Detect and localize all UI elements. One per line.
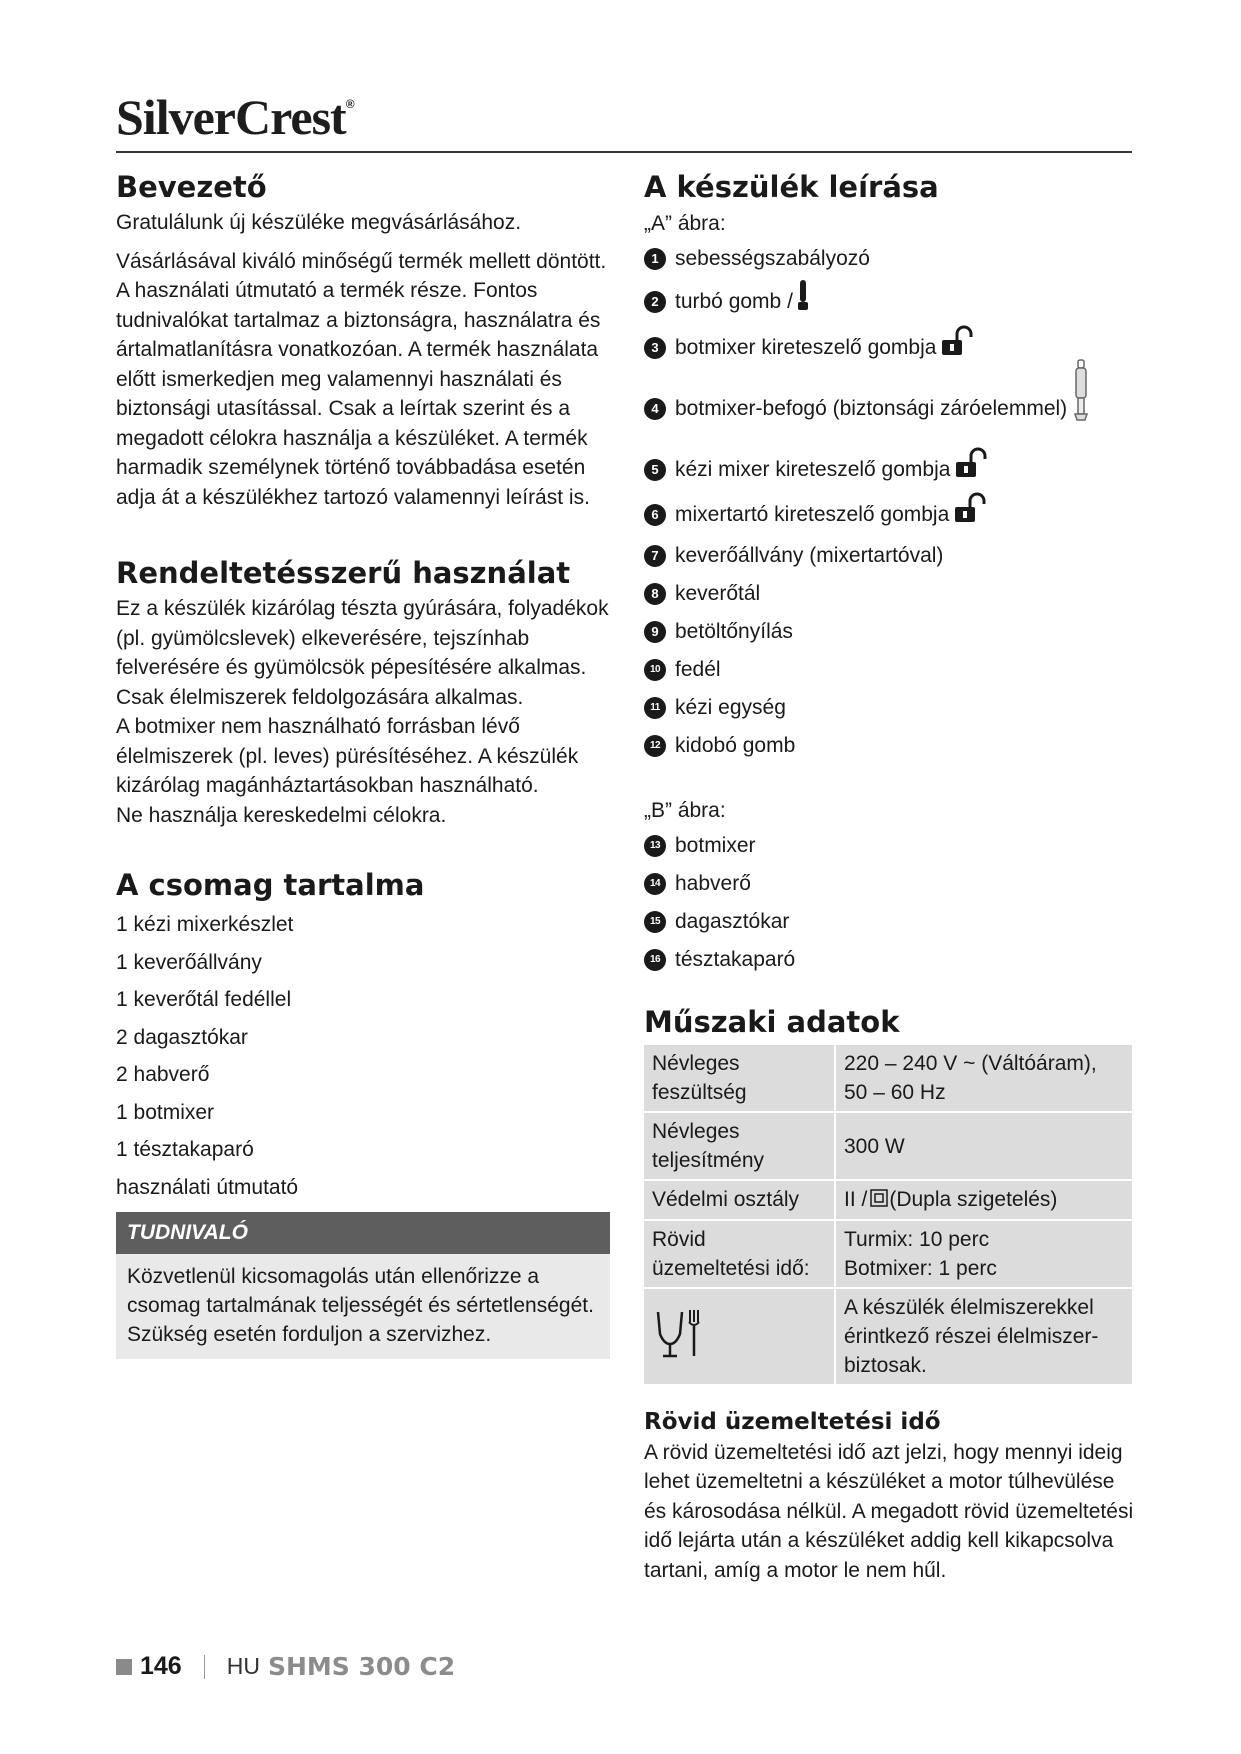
hand-blender-icon: [1071, 370, 1091, 447]
number-badge: 16: [644, 949, 666, 971]
item-label: mixertartó kireteszelő gombja: [675, 502, 950, 526]
item-label: kézi egység: [675, 696, 786, 719]
item-label: botmixer-befogó (biztonsági záróelemmel): [675, 396, 1068, 420]
notice-heading: TUDNIVALÓ: [116, 1212, 610, 1254]
list-item: [644, 575, 1134, 613]
item-label: kidobó gomb: [675, 734, 796, 757]
spec-value: A készülék élelmiszerekkel érintkező részei élelmiszer-biztosak.: [836, 1289, 1132, 1384]
language-code: HU: [226, 1653, 260, 1679]
square-icon: [116, 1659, 132, 1675]
list-item: [644, 651, 1134, 689]
unlock-icon: [954, 447, 988, 492]
item-label: botmixer: [675, 834, 756, 857]
number-badge: 6: [644, 504, 666, 526]
item-label: habverő: [675, 872, 751, 895]
description-title: A készülék leírása: [644, 170, 939, 204]
table-row: [644, 1289, 1132, 1384]
page-footer: [116, 1652, 455, 1681]
protection-class: II /: [844, 1188, 868, 1211]
list-item: [644, 903, 1134, 941]
footer-divider: [204, 1655, 205, 1679]
list-item: [644, 278, 1134, 325]
spec-key: Névleges teljesítmény: [644, 1113, 834, 1179]
spec-value: [836, 1181, 1132, 1219]
item-label: sebességszabályozó: [675, 247, 870, 270]
item-label: kézi mixer kireteszelő gombja: [675, 457, 951, 481]
number-badge: 12: [644, 735, 666, 757]
intro-paragraph-1: Gratulálunk új készüléke megvásárlásához.: [116, 211, 522, 234]
list-item: [644, 941, 1134, 979]
number-badge: 11: [644, 697, 666, 719]
list-item: 1 keverőállvány: [116, 950, 262, 974]
list-item: [644, 727, 1134, 765]
usage-paragraph-3: Ne használja kereskedelmi célokra.: [116, 803, 447, 827]
number-badge: 9: [644, 621, 666, 643]
list-item: [644, 865, 1134, 903]
list-item: 1 kézi mixerkészlet: [116, 913, 294, 936]
spec-key: Védelmi osztály: [644, 1181, 834, 1219]
item-label: fedél: [675, 658, 721, 681]
list-item: 1 keverőtál fedéllel: [116, 988, 292, 1011]
item-label: turbó gomb /: [675, 289, 793, 313]
number-badge: 5: [644, 459, 666, 481]
table-row: [644, 1181, 1132, 1219]
spec-key: Névleges feszültség: [644, 1045, 834, 1111]
list-item: 2 dagasztókar: [116, 1025, 248, 1049]
number-badge: 8: [644, 583, 666, 605]
notice-box: [116, 1212, 610, 1359]
list-item: [644, 537, 1134, 575]
right-column: [644, 166, 1134, 1585]
spec-value: 220 – 240 V ~ (Váltóáram), 50 – 60 Hz: [836, 1045, 1132, 1111]
item-label: tésztakaparó: [675, 948, 796, 971]
unlock-icon: [953, 492, 987, 537]
list-item: [644, 370, 1134, 447]
turbo-icon: [797, 278, 809, 325]
spec-value: [836, 1221, 1132, 1287]
tech-data-title: Műszaki adatok: [644, 1005, 900, 1039]
list-item: használati útmutató: [116, 1175, 299, 1199]
number-badge: 3: [644, 337, 666, 359]
number-badge: 15: [644, 911, 666, 933]
intro-title: Bevezető: [116, 170, 267, 204]
header-rule: [116, 151, 1132, 153]
number-badge: 10: [644, 659, 666, 681]
spec-value-line: Botmixer: 1 perc: [844, 1256, 997, 1280]
brand-logo: SilverCrest®: [116, 89, 354, 145]
list-item: 1 botmixer: [116, 1100, 215, 1124]
list-item: [644, 240, 1134, 278]
list-item: [644, 447, 1134, 492]
spec-value: 300 W: [836, 1113, 1132, 1179]
protection-desc: (Dupla szigetelés): [889, 1188, 1058, 1211]
usage-title: Rendeltetésszerű használat: [116, 556, 571, 590]
spec-key: Rövid üzemeltetési idő:: [644, 1221, 834, 1287]
table-row: [644, 1221, 1132, 1287]
number-badge: 7: [644, 545, 666, 567]
number-badge: 13: [644, 835, 666, 857]
number-badge: 4: [644, 398, 666, 420]
table-row: [644, 1113, 1132, 1179]
list-item: [644, 827, 1134, 865]
model-number: SHMS 300 C2: [267, 1652, 456, 1681]
food-safe-icon: [652, 1342, 704, 1365]
number-badge: 1: [644, 248, 666, 270]
number-badge: 2: [644, 291, 666, 313]
notice-text: Közvetlenül kicsomagolás után ellenőrizze a csomag tartalmának teljességét és sértetlenségét. Szükség esetén forduljon a szervizhez.: [116, 1254, 610, 1359]
page-number: 146: [140, 1652, 182, 1680]
tech-data-table: [642, 1043, 1134, 1386]
list-item: [644, 613, 1134, 651]
list-item: [644, 492, 1134, 537]
short-operation-text: A rövid üzemeltetési idő azt jelzi, hogy mennyi ideig lehet üzemeltetni a készüléket a motor túlhevülése és károsodása nélkül. A megadott rövid üzemeltetési idő lejárta után a készüléket addig kell kikapcsolva tartani, amíg a motor le nem hűl.: [644, 1440, 1134, 1582]
item-label: keverőtál: [675, 582, 761, 605]
left-column: [116, 166, 610, 1359]
list-item: 1 tésztakaparó: [116, 1138, 254, 1161]
list-item: [644, 689, 1134, 727]
item-label: betöltőnyílás: [675, 620, 793, 643]
item-label: dagasztókar: [675, 910, 790, 933]
package-list: [116, 906, 610, 1206]
list-item: [644, 325, 1134, 370]
list-item: 2 habverő: [116, 1063, 210, 1086]
short-operation-title: Rövid üzemeltetési idő: [644, 1408, 941, 1435]
double-insulation-icon: [870, 1186, 888, 1215]
number-badge: 14: [644, 873, 666, 895]
item-label: botmixer kireteszelő gombja: [675, 335, 937, 359]
spec-value-line: Turmix: 10 perc: [844, 1227, 990, 1251]
intro-paragraph-2: Vásárlásával kiváló minőségű termék mellett döntött. A használati útmutató a termék része. Fontos tudnivalókat tartalmaz a biztonságra, használatra és ártalmatlanításra vonatkozóan. A termék használata előtt ismerkedjen meg valamennyi használati és biztonsági utasítással. Csak a leírtak szerint és a megadott célokra használja a készüléket. A termék harmadik személynek történő továbbadása esetén adja át a készülékhez tartozó valamennyi leírást is.: [116, 249, 607, 509]
usage-paragraph-1: Ez a készülék kizárólag tészta gyúrására, folyadékok (pl. gyümölcslevek) elkeverésére, tejszínhab felverésére és gyümölcsök pépesítésére alkalmas. Csak élelmiszerek feldolgozására alkalmas.: [116, 597, 609, 709]
figure-b-caption: „B” ábra:: [644, 799, 726, 822]
package-title: A csomag tartalma: [116, 868, 425, 902]
item-label: keverőállvány (mixertartóval): [675, 544, 944, 567]
usage-paragraph-2: A botmixer nem használható forrásban lévő élelmiszerek (pl. leves) pürésítéséhez. A készülék kizárólag magánháztartásokban használható.: [116, 715, 579, 797]
unlock-icon: [940, 325, 974, 370]
spec-key: [644, 1289, 834, 1384]
figure-a-caption: „A” ábra:: [644, 212, 726, 235]
table-row: [644, 1045, 1132, 1111]
